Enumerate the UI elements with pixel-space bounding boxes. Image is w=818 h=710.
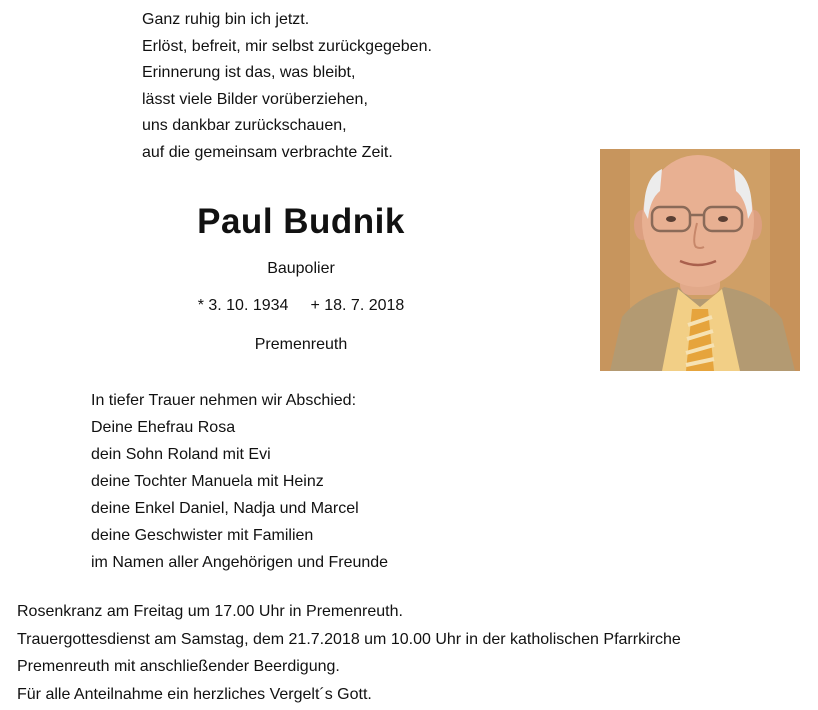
notice-line: Für alle Anteilnahme ein herzliches Vergelt´s Gott. xyxy=(17,685,372,703)
poem-line: lässt viele Bilder vorüberziehen, xyxy=(142,90,368,108)
mourner-line: deine Tochter Manuela mit Heinz xyxy=(91,473,324,490)
poem-line: Erinnerung ist das, was bleibt, xyxy=(142,64,356,81)
notice-line: Premenreuth mit anschließender Beerdigung. xyxy=(17,658,340,675)
mourner-line: Deine Ehefrau Rosa xyxy=(91,419,236,436)
notice-line: Rosenkranz am Freitag um 17.00 Uhr in Premenreuth. xyxy=(17,603,403,620)
life-dates xyxy=(150,295,452,317)
mourner-line: dein Sohn Roland mit Evi xyxy=(91,446,271,463)
mourner-line: deine Geschwister mit Familien xyxy=(91,527,314,544)
mourners-list xyxy=(91,387,388,576)
birth-date: * 3. 10. 1934 xyxy=(197,297,289,314)
poem xyxy=(142,7,432,166)
mourner-line: im Namen aller Angehörigen und Freunde xyxy=(91,554,389,571)
portrait-illustration xyxy=(600,149,800,371)
deceased-name: Paul Budnik xyxy=(197,202,405,241)
poem-line: Ganz ruhig bin ich jetzt. xyxy=(142,11,310,28)
deceased-place: Premenreuth xyxy=(254,336,348,353)
deceased-occupation: Baupolier xyxy=(267,260,335,277)
death-date: + 18. 7. 2018 xyxy=(310,297,405,314)
notice-line: Trauergottesdienst am Samstag, dem 21.7.2018 um 10.00 Uhr in der katholischen Pfarrkirche xyxy=(17,630,681,648)
portrait-photo xyxy=(600,149,800,371)
poem-line: auf die gemeinsam verbrachte Zeit. xyxy=(142,143,393,161)
poem-line: Erlöst, befreit, mir selbst zurückgegeben. xyxy=(142,37,432,55)
mourner-line: deine Enkel Daniel, Nadja und Marcel xyxy=(91,500,359,517)
service-notice xyxy=(17,598,681,708)
poem-line: uns dankbar zurückschauen, xyxy=(142,117,347,134)
mourners-heading: In tiefer Trauer nehmen wir Abschied: xyxy=(91,392,357,409)
